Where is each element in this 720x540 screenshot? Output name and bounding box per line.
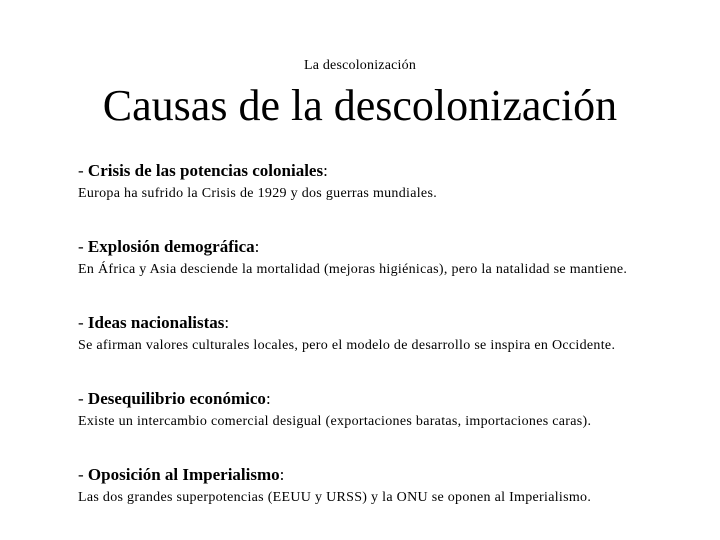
cause-colon: :: [224, 313, 230, 332]
cause-item: [78, 160, 708, 236]
cause-colon: :: [265, 389, 271, 408]
cause-dash: -: [78, 465, 88, 484]
cause-heading: Crisis de las potencias coloniales: [87, 161, 324, 180]
causes-list: [78, 160, 708, 540]
cause-heading: Explosión demográfica: [87, 237, 255, 256]
cause-heading: Ideas nacionalistas: [87, 313, 225, 332]
cause-colon: :: [323, 161, 328, 180]
cause-item: [78, 236, 708, 312]
cause-heading-line: [78, 312, 708, 334]
cause-heading-line: [78, 388, 708, 410]
cause-description: Existe un intercambio comercial desigual (exportaciones baratas, importaciones caras).: [78, 414, 592, 429]
cause-description: Se afirman valores culturales locales, pero el modelo de desarrollo se inspira en Occidente.: [78, 338, 616, 353]
cause-heading-line: [78, 464, 708, 486]
cause-item: [78, 388, 708, 464]
cause-colon: :: [279, 465, 285, 484]
cause-dash: -: [78, 161, 88, 180]
cause-dash: -: [78, 313, 88, 332]
cause-description: Europa ha sufrido la Crisis de 1929 y dos guerras mundiales.: [78, 186, 437, 201]
cause-item: [78, 464, 708, 540]
cause-heading-line: [78, 236, 708, 258]
cause-colon: :: [254, 237, 260, 256]
cause-item: [78, 312, 708, 388]
slide-header: La descolonización: [303, 58, 417, 73]
cause-heading: Oposición al Imperialismo: [87, 465, 280, 484]
slide-title: Causas de la descolonización: [102, 81, 618, 130]
cause-description: Las dos grandes superpotencias (EEUU y URSS) y la ONU se oponen al Imperialismo.: [78, 490, 592, 505]
cause-heading: Desequilibrio económico: [87, 389, 266, 408]
cause-heading-line: [78, 160, 708, 182]
cause-dash: -: [78, 237, 88, 256]
cause-description: En África y Asia desciende la mortalidad (mejoras higiénicas), pero la natalidad se mantiene.: [78, 262, 628, 277]
cause-dash: -: [78, 389, 88, 408]
